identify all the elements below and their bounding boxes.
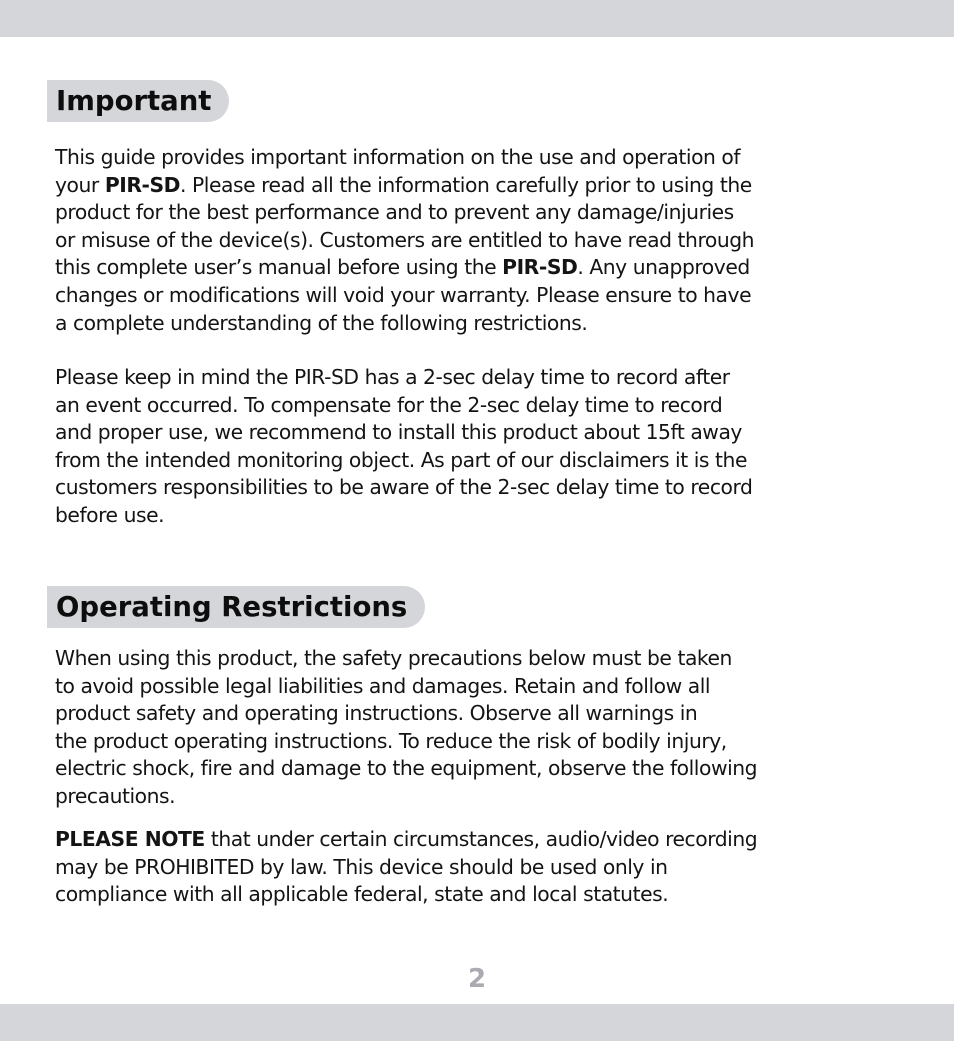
text-line: to avoid possible legal liabilities and damages. Retain and follow all [55, 673, 711, 698]
page-number: 2 [467, 964, 487, 994]
text-line: This guide provides important information on the use and operation of [55, 145, 741, 169]
text-line: from the intended monitoring object. As part of our disclaimers it is the [55, 447, 747, 472]
text-line: the product operating instructions. To reduce the risk of bodily injury, [55, 728, 727, 753]
text-line: precautions. [55, 783, 176, 808]
text-line: When using this product, the safety precautions below must be taken [55, 646, 732, 670]
text-line: or misuse of the device(s). Customers are entitled to have read through [55, 227, 755, 252]
bottom-band [0, 1004, 954, 1041]
section-heading-operating-restrictions: Operating Restrictions [47, 586, 425, 628]
text-line: Please keep in mind the PIR-SD has a 2-sec delay time to record after [55, 365, 730, 389]
text-line: may be PROHIBITED by law. This device should be used only in [55, 854, 668, 879]
text-line: PLEASE NOTE that under certain circumstances, audio/video recording [55, 827, 758, 851]
text-line: this complete user’s manual before using the PIR-SD. Any unapproved [55, 255, 750, 280]
text-line: compliance with all applicable federal, state and local statutes. [55, 882, 669, 907]
paragraph-delay-notice [55, 364, 905, 530]
please-note-emphasis: PLEASE NOTE [55, 827, 205, 851]
paragraph-safety-precautions [55, 645, 905, 811]
text-line: your PIR-SD. Please read all the information carefully prior to using the [55, 172, 752, 197]
paragraph-legal-note [55, 826, 905, 909]
text-line: an event occurred. To compensate for the 2-sec delay time to record [55, 392, 723, 417]
product-name-emphasis: PIR-SD [502, 255, 578, 280]
top-band [0, 0, 954, 37]
text-line: and proper use, we recommend to install this product about 15ft away [55, 420, 742, 445]
section-heading-important: Important [47, 80, 229, 122]
text-line: a complete understanding of the following restrictions. [55, 310, 588, 335]
text-line: product for the best performance and to prevent any damage/injuries [55, 200, 734, 225]
text-line: electric shock, fire and damage to the equipment, observe the following [55, 756, 758, 781]
text-line: product safety and operating instructions. Observe all warnings in [55, 701, 698, 726]
text-line: before use. [55, 502, 165, 527]
text-line: changes or modifications will void your warranty. Please ensure to have [55, 282, 752, 307]
text-line: customers responsibilities to be aware of the 2-sec delay time to record [55, 475, 753, 500]
paragraph-important-intro [55, 144, 905, 337]
product-name-emphasis: PIR-SD [104, 172, 180, 197]
